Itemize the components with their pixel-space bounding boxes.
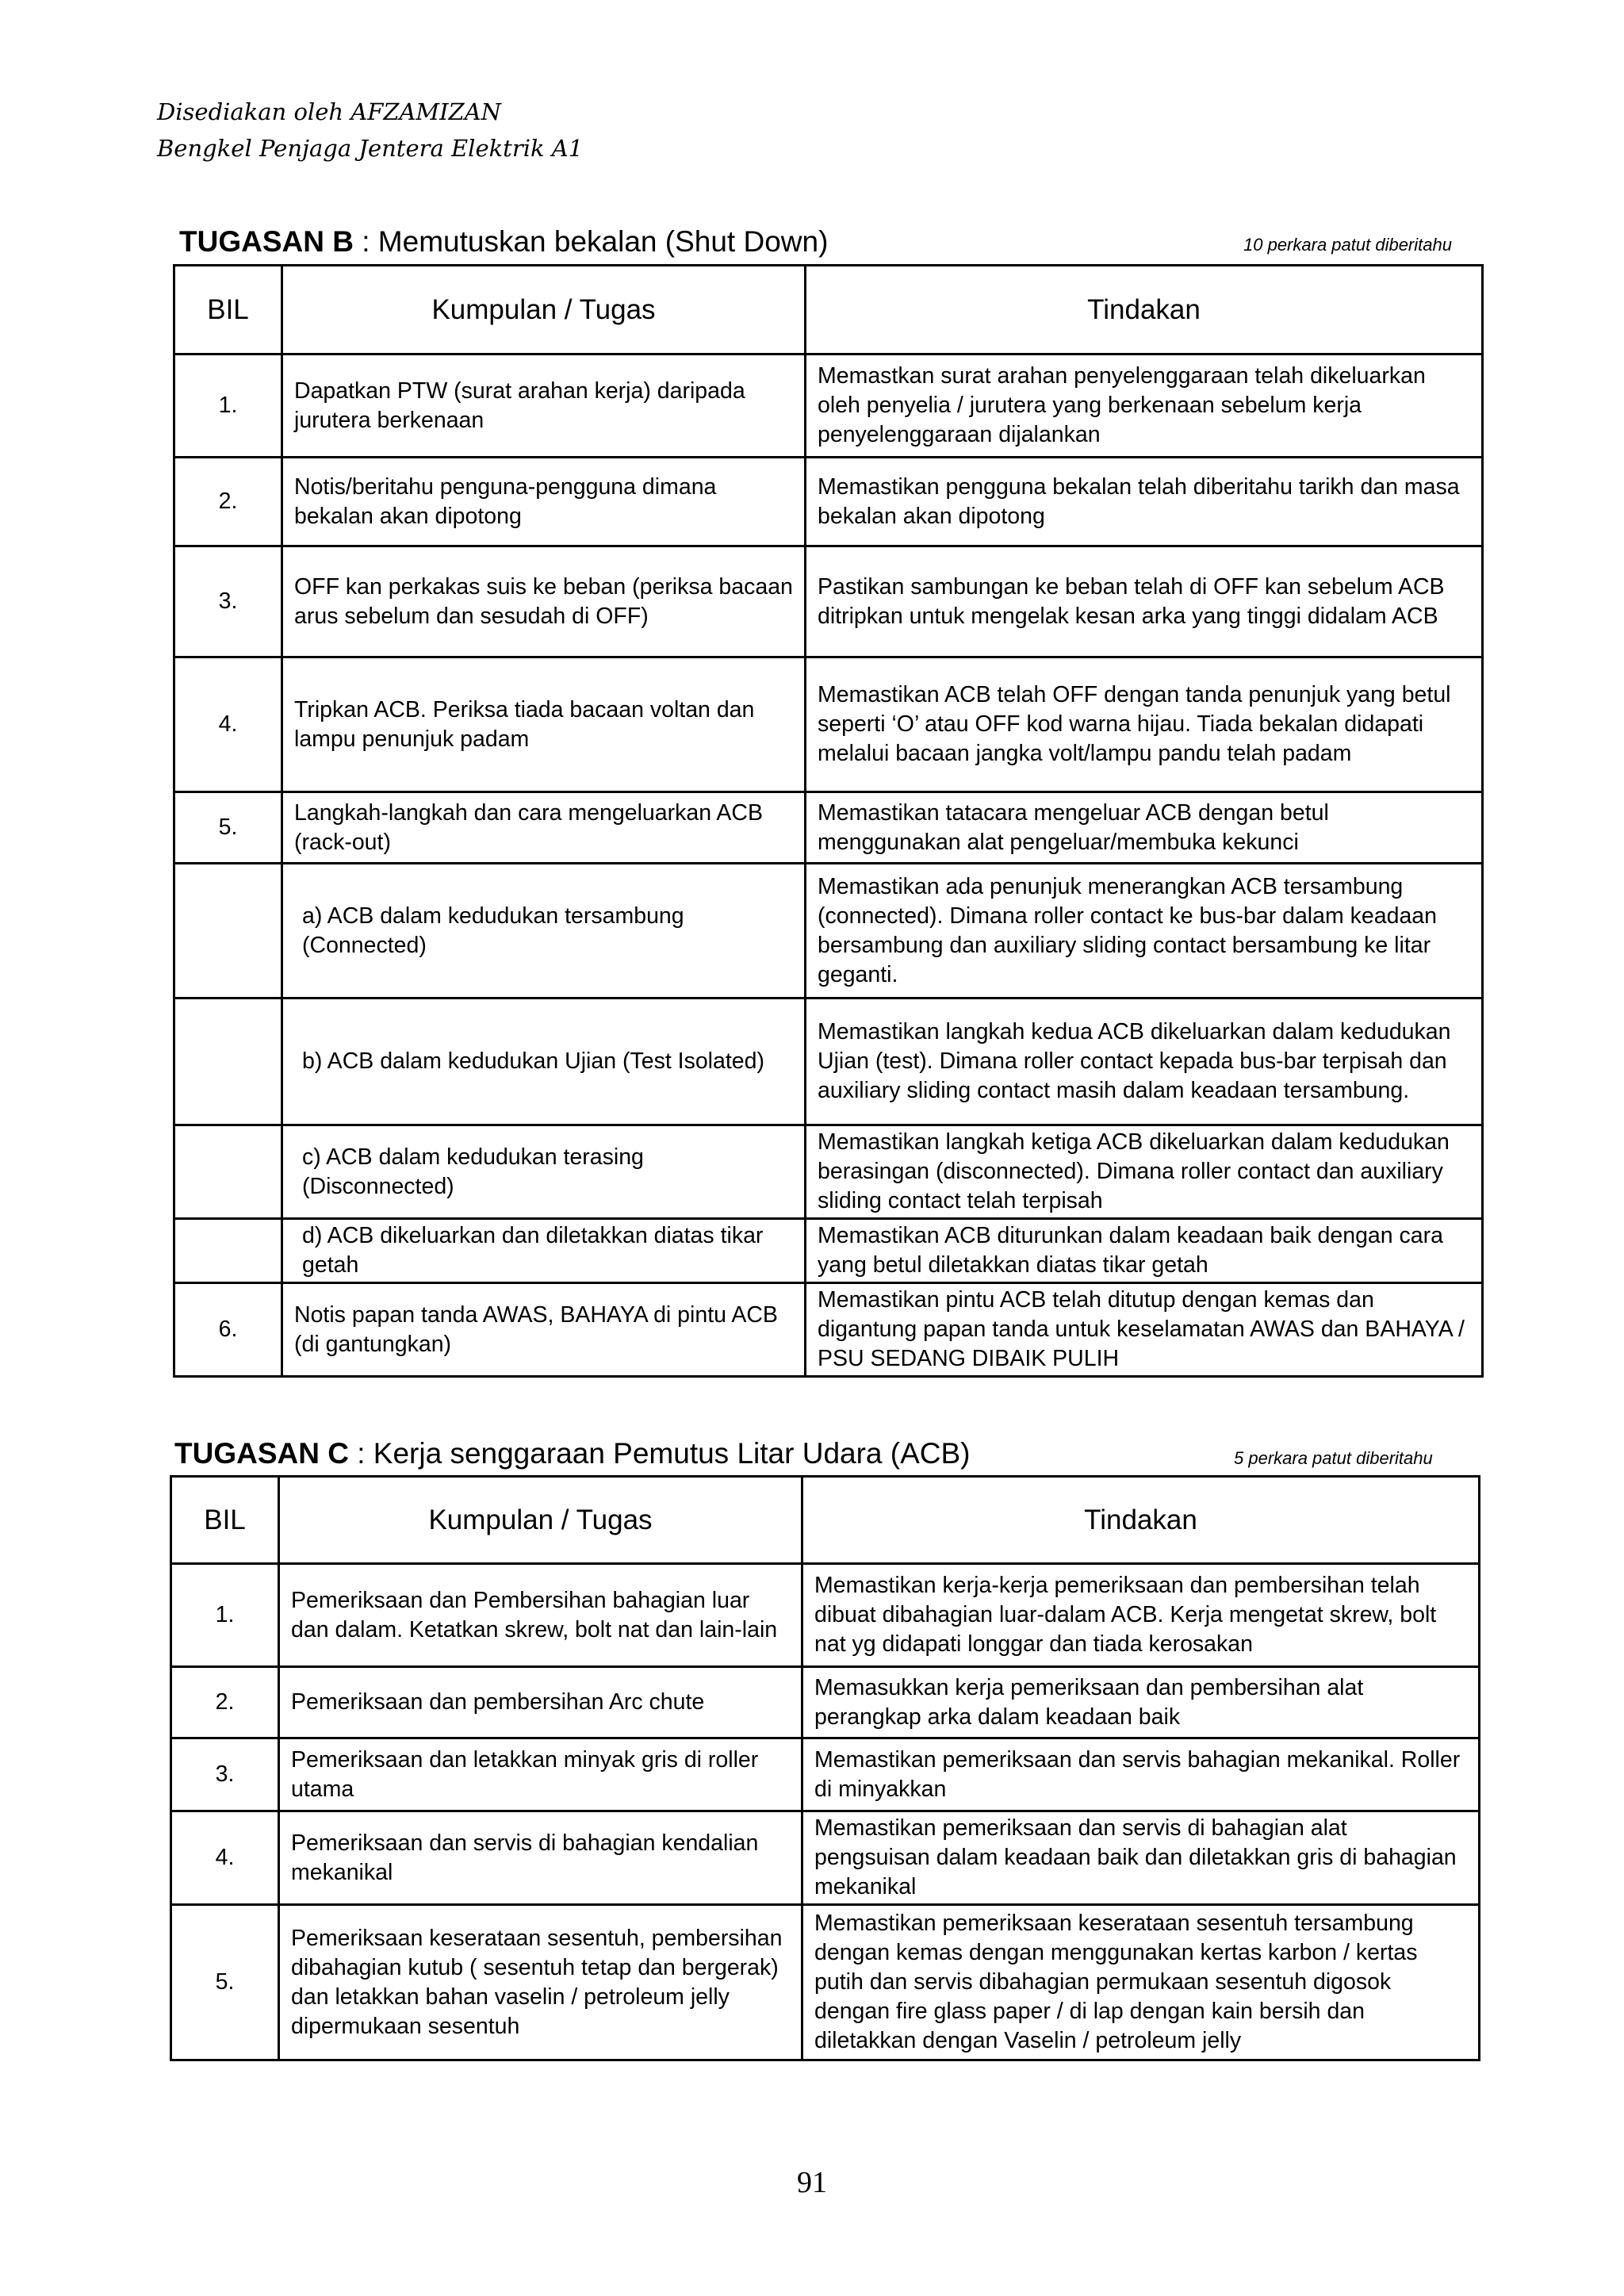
row-tindakan: Memastikan ACB diturunkan dalam keadaan baik dengan cara yang betul diletakkan diatas tikar getah	[806, 1219, 1483, 1283]
row-bil: 4.	[171, 1811, 279, 1905]
row-tugas: d) ACB dikeluarkan dan diletakkan diatas tikar getah	[282, 1219, 806, 1283]
row-bil: 4.	[174, 657, 282, 792]
row-tindakan: Memastkan surat arahan penyelenggaraan telah dikeluarkan oleh penyelia / jurutera yang berkenaan sebelum kerja penyelenggaraan dijalankan	[806, 355, 1483, 458]
section-c-title	[174, 1437, 971, 1470]
section-c-table	[170, 1475, 1480, 2061]
section-c-title-text: : Kerja senggaraan Pemutus Litar Udara (ACB)	[348, 1437, 971, 1470]
table-row	[174, 792, 1483, 864]
table-row	[174, 546, 1483, 657]
row-bil: 3.	[174, 546, 282, 657]
row-tugas: Langkah-langkah dan cara mengeluarkan ACB (rack-out)	[282, 792, 806, 864]
table-row	[171, 1738, 1480, 1811]
row-bil: 3.	[171, 1738, 279, 1811]
table-row	[174, 1125, 1483, 1219]
row-bil	[174, 1219, 282, 1283]
row-tindakan: Memastikan pemeriksaan dan servis di bahagian alat pengsuisan dalam keadaan baik dan diletakkan gris di bahagian mekanikal	[802, 1811, 1480, 1905]
row-tugas: Pemeriksaan dan pembersihan Arc chute	[279, 1667, 802, 1738]
row-tindakan: Memastikan pengguna bekalan telah diberitahu tarikh dan masa bekalan akan dipotong	[806, 458, 1483, 546]
document-header	[157, 94, 583, 167]
row-bil: 2.	[174, 458, 282, 546]
section-b-title-text: : Memutuskan bekalan (Shut Down)	[353, 225, 829, 258]
row-bil: 2.	[171, 1667, 279, 1738]
table-header-row	[171, 1477, 1480, 1564]
row-tindakan: Memastikan kerja-kerja pemeriksaan dan pembersihan telah dibuat dibahagian luar-dalam ACB. Kerja mengetat skrew, bolt nat yg didapati longgar dan tiada kerosakan	[802, 1564, 1480, 1667]
row-tugas: Pemeriksaan keserataan sesentuh, pembersihan dibahagian kutub ( sesentuh tetap dan bergerak) dan letakkan bahan vaselin / petroleum jelly dipermukaan sesentuh	[279, 1905, 802, 2060]
section-b-note: 10 perkara patut diberitahu	[1243, 235, 1452, 255]
row-bil: 5.	[171, 1905, 279, 2060]
row-tindakan: Memastikan pintu ACB telah ditutup dengan kemas dan digantung papan tanda untuk keselamatan AWAS dan BAHAYA / PSU SEDANG DIBAIK PULIH	[806, 1283, 1483, 1377]
row-tindakan: Memastikan tatacara mengeluar ACB dengan betul menggunakan alat pengeluar/membuka kekunci	[806, 792, 1483, 864]
table-header-row	[174, 266, 1483, 355]
row-tugas: OFF kan perkakas suis ke beban (periksa bacaan arus sebelum dan sesudah di OFF)	[282, 546, 806, 657]
table-row	[174, 999, 1483, 1125]
row-bil: 5.	[174, 792, 282, 864]
header-bil: BIL	[174, 266, 282, 355]
row-tindakan: Memasukkan kerja pemeriksaan dan pembersihan alat perangkap arka dalam keadaan baik	[802, 1667, 1480, 1738]
row-tindakan: Memastikan pemeriksaan dan servis bahagian mekanikal. Roller di minyakkan	[802, 1738, 1480, 1811]
table-row	[171, 1905, 1480, 2060]
table-row	[171, 1564, 1480, 1667]
row-bil: 6.	[174, 1283, 282, 1377]
row-tugas: c) ACB dalam kedudukan terasing (Disconnected)	[282, 1125, 806, 1219]
row-tindakan: Memastikan langkah kedua ACB dikeluarkan dalam kedudukan Ujian (test). Dimana roller contact kepada bus-bar terpisah dan auxiliary sliding contact masih dalam keadaan tersambung.	[806, 999, 1483, 1125]
row-tindakan: Memastikan pemeriksaan keserataan sesentuh tersambung dengan kemas dengan menggunakan kertas karbon / kertas putih dan servis dibahagian permukaan sesentuh digosok dengan fire glass paper / di lap dengan kain bersih dan diletakkan dengan Vaselin / petroleum jelly	[802, 1905, 1480, 2060]
table-row	[174, 458, 1483, 546]
row-tugas: Tripkan ACB. Periksa tiada bacaan voltan dan lampu penunjuk padam	[282, 657, 806, 792]
row-tindakan: Pastikan sambungan ke beban telah di OFF kan sebelum ACB ditripkan untuk mengelak kesan arka yang tinggi didalam ACB	[806, 546, 1483, 657]
row-tugas: Notis/beritahu penguna-pengguna dimana bekalan akan dipotong	[282, 458, 806, 546]
table-row	[174, 657, 1483, 792]
table-row	[174, 864, 1483, 999]
row-tugas: Notis papan tanda AWAS, BAHAYA di pintu ACB (di gantungkan)	[282, 1283, 806, 1377]
header-author: Disediakan oleh AFZAMIZAN	[157, 98, 502, 125]
section-b-table	[173, 264, 1484, 1378]
page-number: 91	[797, 2166, 827, 2199]
row-bil	[174, 1125, 282, 1219]
row-tugas: a) ACB dalam kedudukan tersambung (Connected)	[282, 864, 806, 999]
section-c-note: 5 perkara patut diberitahu	[1234, 1448, 1433, 1468]
row-tindakan: Memastikan ACB telah OFF dengan tanda penunjuk yang betul seperti ‘O’ atau OFF kod warna hijau. Tiada bekalan didapati melalui bacaan jangka volt/lampu pandu telah padam	[806, 657, 1483, 792]
row-bil	[174, 864, 282, 999]
row-tugas: Dapatkan PTW (surat arahan kerja) daripada jurutera berkenaan	[282, 355, 806, 458]
row-tugas: Pemeriksaan dan letakkan minyak gris di roller utama	[279, 1738, 802, 1811]
row-bil: 1.	[171, 1564, 279, 1667]
table-row	[174, 1283, 1483, 1377]
row-tugas: b) ACB dalam kedudukan Ujian (Test Isolated)	[282, 999, 806, 1125]
row-bil	[174, 999, 282, 1125]
header-tugas: Kumpulan / Tugas	[279, 1477, 802, 1564]
row-tugas: Pemeriksaan dan servis di bahagian kendalian mekanikal	[279, 1811, 802, 1905]
header-tugas: Kumpulan / Tugas	[282, 266, 806, 355]
row-tindakan: Memastikan ada penunjuk menerangkan ACB tersambung (connected). Dimana roller contact ke bus-bar dalam keadaan bersambung dan auxiliary sliding contact bersambung ke litar geganti.	[806, 864, 1483, 999]
row-bil: 1.	[174, 355, 282, 458]
section-b-title	[179, 225, 828, 259]
header-tindakan: Tindakan	[806, 266, 1483, 355]
header-tindakan: Tindakan	[802, 1477, 1480, 1564]
header-workshop: Bengkel Penjaga Jentera Elektrik A1	[157, 135, 584, 162]
table-row	[174, 1219, 1483, 1283]
section-c-title-label: TUGASAN C	[174, 1437, 349, 1470]
row-tindakan: Memastikan langkah ketiga ACB dikeluarkan dalam kedudukan berasingan (disconnected). Dimana roller contact dan auxiliary sliding contact telah terpisah	[806, 1125, 1483, 1219]
row-tugas: Pemeriksaan dan Pembersihan bahagian luar dan dalam. Ketatkan skrew, bolt nat dan lain-lain	[279, 1564, 802, 1667]
table-row	[171, 1811, 1480, 1905]
header-bil: BIL	[171, 1477, 279, 1564]
table-row	[171, 1667, 1480, 1738]
table-row	[174, 355, 1483, 458]
section-b-title-label: TUGASAN B	[179, 225, 354, 258]
